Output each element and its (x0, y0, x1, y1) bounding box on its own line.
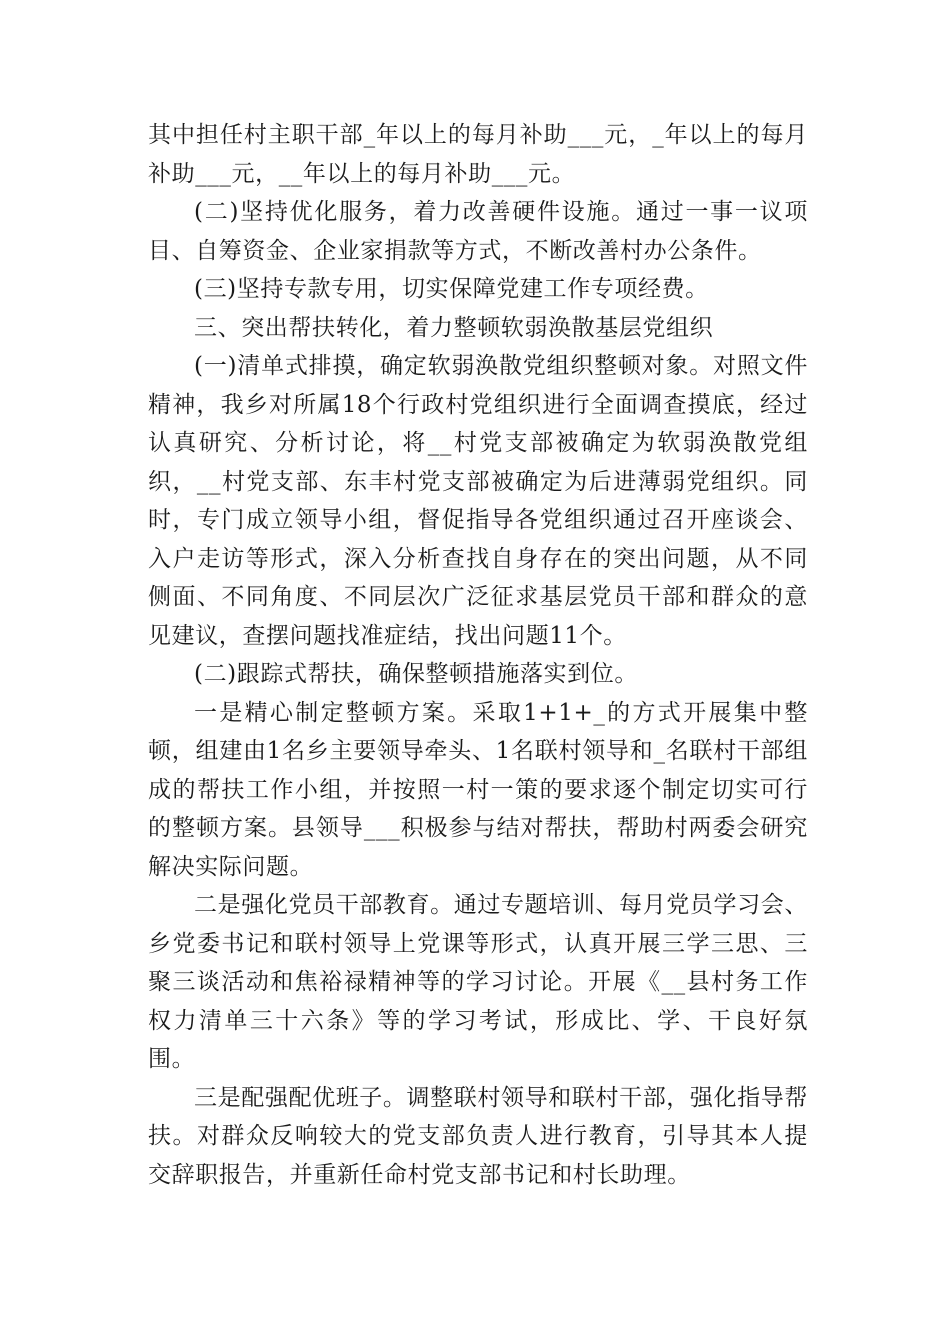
paragraph-section-2-3: (三)坚持专款专用，切实保障党建工作专项经费。 (194, 276, 709, 302)
paragraph-item-3: 三是配强配优班子。调整联村领导和联村干部，强化指导帮扶。对群众反响较大的党支部负责人进行教育，引导其本人提交辞职报告，并重新任命村党支部书记和村长助理。 (148, 1084, 808, 1188)
paragraph-section-2-2: (二)坚持优化服务，着力改善硬件设施。通过一事一议项目、自筹资金、企业家捐款等方式，不断改善村办公条件。 (148, 199, 808, 264)
paragraph-section-3-1: (一)清单式排摸，确定软弱涣散党组织整顿对象。对照文件精神，我乡对所属18个行政村党组织进行全面调查摸底，经过认真研究、分析讨论，将__村党支部被确定为软弱涣散党组织，__村党支部、东丰村党支部被确定为后进薄弱党组织。同时，专门成立领导小组，督促指导各党组织通过召开座谈会、入户走访等形式，深入分析查找自身存在的突出问题，从不同侧面、不同角度、不同层次广泛征求基层党员干部和群众的意见建议，查摆问题找准症结，找出问题11个。 (148, 353, 808, 649)
document-body (148, 116, 808, 1194)
paragraph-section-3-2: (二)跟踪式帮扶，确保整顿措施落实到位。 (194, 661, 638, 687)
paragraph-item-1: 一是精心制定整顿方案。采取1+1+_的方式开展集中整顿，组建由1名乡主要领导牵头、1名联村领导和_名联村干部组成的帮扶工作小组，并按照一村一策的要求逐个制定切实可行的整顿方案。县领导___积极参与结对帮扶，帮助村两委会研究解决实际问题。 (148, 699, 808, 880)
paragraph-item-2: 二是强化党员干部教育。通过专题培训、每月党员学习会、乡党委书记和联村领导上党课等形式，认真开展三学三思、三聚三谈活动和焦裕禄精神等的学习讨论。开展《__县村务工作权力清单三十六条》等的学习考试，形成比、学、干良好氛围。 (148, 892, 808, 1072)
section-heading-3: 三、突出帮扶转化，着力整顿软弱涣散基层党组织 (194, 314, 714, 341)
paragraph-continuation: 其中担任村主职干部_年以上的每月补助___元，_年以上的每月补助___元，__年以上的每月补助___元。 (148, 122, 808, 187)
